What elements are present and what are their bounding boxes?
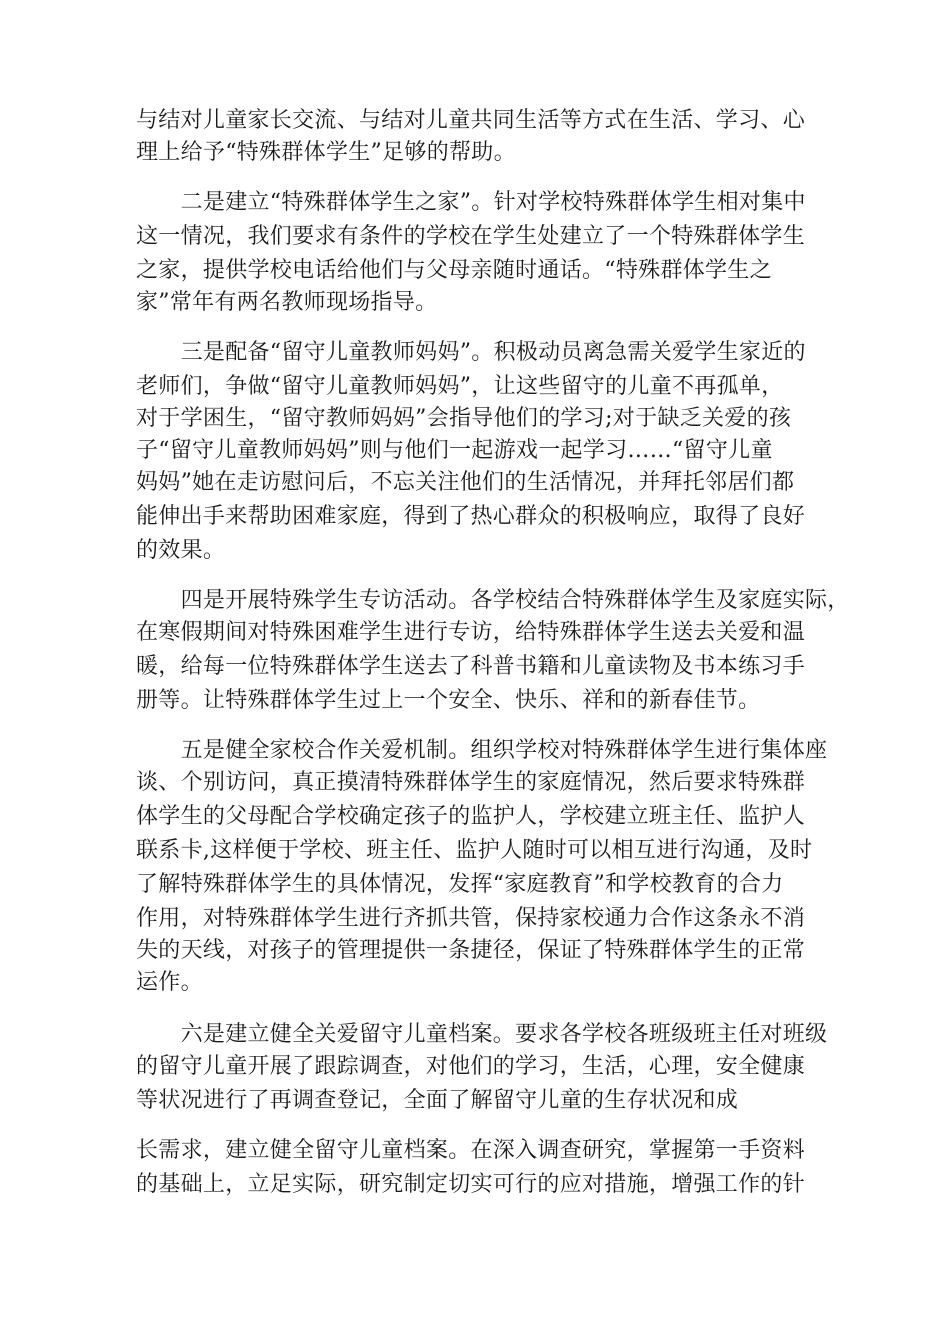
text-line: 的留守儿童开展了跟踪调查，对他们的学习，生活，心理，安全健康 (136, 1054, 806, 1079)
text-line: 之家，提供学校电话给他们与父母亲随时通话。“特殊群体学生之 (136, 258, 772, 283)
text-line: 了解特殊群体学生的具体情况，发挥“家庭教育”和学校教育的合力 (136, 872, 784, 897)
text-line: 这一情况，我们要求有条件的学校在学生处建立了一个特殊群体学生 (136, 224, 806, 249)
text-line: 体学生的父母配合学校确定孩子的监护人，学校建立班主任、监护人 (136, 804, 806, 829)
text-line: 长需求，建立健全留守儿童档案。在深入调查研究，掌握第一手资料 (136, 1138, 806, 1163)
text-line: 家”常年有两名教师现场指导。 (136, 290, 438, 315)
text-line: 运作。 (136, 970, 203, 995)
text-line: 妈妈”她在走访慰问后，不忘关注他们的生活情况，并拜托邻居们都 (136, 470, 795, 495)
text-line: 谈、个别访问，真正摸清特殊群体学生的家庭情况，然后要求特殊群 (136, 770, 806, 795)
text-line: 联系卡,这样便于学校、班主任、监护人随时可以相互进行沟通，及时 (136, 838, 813, 863)
paragraph-3-start: 三是配备“留守儿童教师妈妈”。积极动员离急需关爱学生家近的 (136, 340, 806, 365)
text-line: 老师们，争做“留守儿童教师妈妈”，让这些留守的儿童不再孤单， (136, 374, 784, 399)
text-line: 的效果。 (136, 538, 226, 563)
paragraph-5-start: 五是健全家校合作关爱机制。组织学校对特殊群体学生进行集体座 (136, 738, 828, 763)
text-line: 对于学困生，“留守教师妈妈”会指导他们的学习;对于缺乏关爱的孩 (136, 406, 792, 431)
text-line: 暖，给每一位特殊群体学生送去了科普书籍和儿童读物及书本练习手 (136, 654, 806, 679)
paragraph-6-start: 六是建立健全关爱留守儿童档案。要求各学校各班级班主任对班级 (136, 1022, 828, 1047)
text-line: 的基础上，立足实际，研究制定切实可行的应对措施，增强工作的针 (136, 1172, 806, 1197)
text-line: 册等。让特殊群体学生过上一个安全、快乐、祥和的新春佳节。 (136, 688, 761, 713)
text-line: 等状况进行了再调查登记，全面了解留守儿童的生存状况和成 (136, 1088, 739, 1113)
text-line: 理上给予“特殊群体学生”足够的帮助。 (136, 140, 516, 165)
text-line: 作用，对特殊群体学生进行齐抓共管，保持家校通力合作这条永不消 (136, 906, 806, 931)
text-line: 子“留守儿童教师妈妈”则与他们一起游戏一起学习……“留守儿童 (136, 438, 773, 463)
text-line: 失的天线，对孩子的管理提供一条捷径，保证了特殊群体学生的正常 (136, 938, 806, 963)
text-line: 在寒假期间对特殊困难学生进行专访，给特殊群体学生送去关爱和温 (136, 620, 806, 645)
text-line: 与结对儿童家长交流、与结对儿童共同生活等方式在生活、学习、心 (136, 108, 806, 133)
paragraph-2-start: 二是建立“特殊群体学生之家”。针对学校特殊群体学生相对集中 (136, 190, 806, 215)
text-line: 能伸出手来帮助困难家庭，得到了热心群众的积极响应，取得了良好 (136, 504, 806, 529)
paragraph-4-start: 四是开展特殊学生专访活动。各学校结合特殊群体学生及家庭实际， (136, 588, 850, 613)
